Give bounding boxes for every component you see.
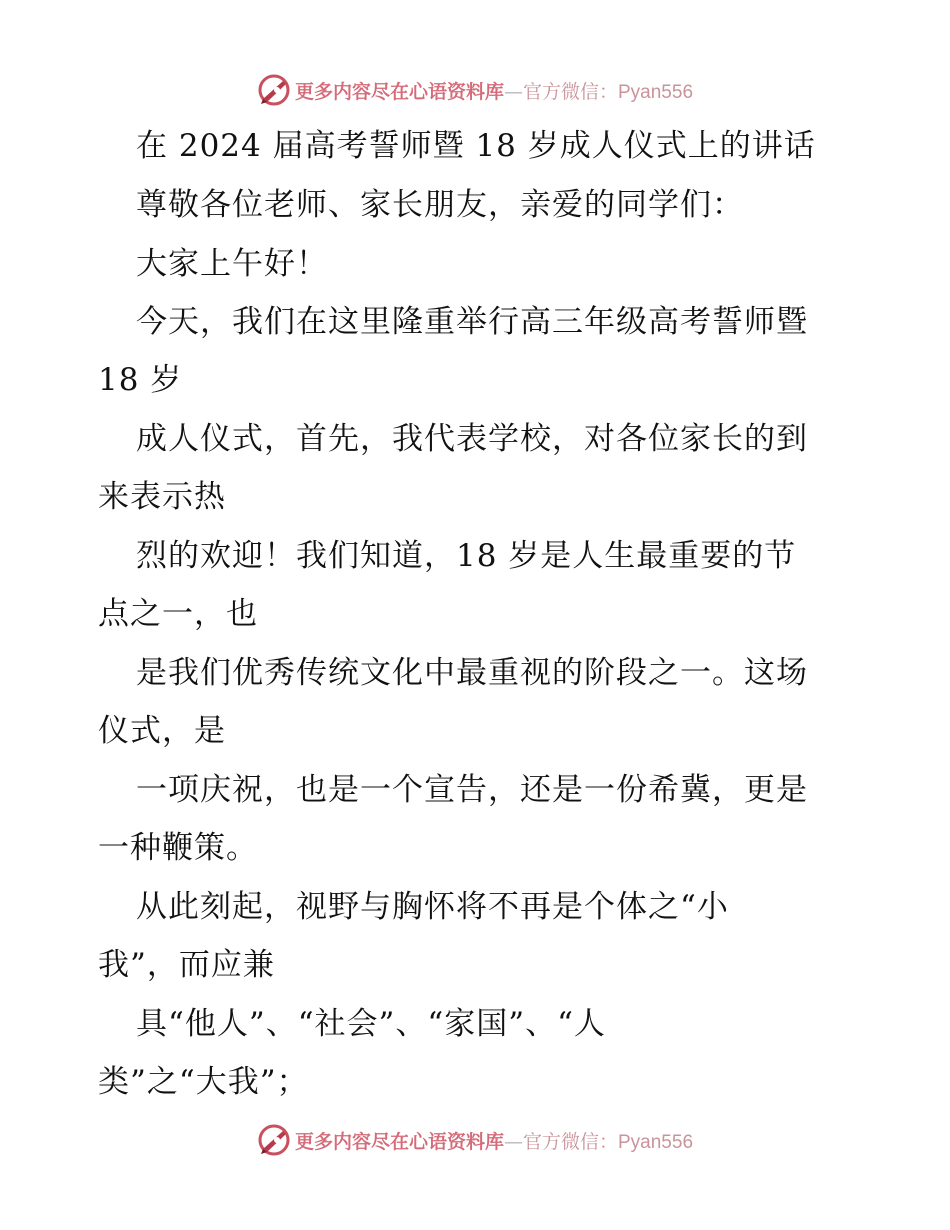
text-line: 成人仪式，首先，我代表学校，对各位家长的到 bbox=[136, 421, 808, 457]
watermark-label: 官方微信： bbox=[522, 1130, 618, 1153]
footer-watermark bbox=[0, 1120, 950, 1160]
watermark-separator: — bbox=[503, 80, 523, 103]
text-line: 类”之“大我”； bbox=[98, 1064, 309, 1100]
text-line: 是我们优秀传统文化中最重视的阶段之一。这场 bbox=[136, 655, 808, 691]
speech-title: 在 2024 届高考誓师暨 18 岁成人仪式上的讲话 bbox=[136, 128, 816, 164]
watermark-label: 官方微信： bbox=[522, 80, 618, 103]
text-line: 大家上午好！ bbox=[136, 246, 328, 282]
text-line: 18 岁 bbox=[98, 362, 183, 398]
watermark-wechat-id: Pyan556 bbox=[618, 81, 694, 103]
pen-circle-logo-icon bbox=[257, 73, 291, 107]
text-line: 来表示热 bbox=[98, 479, 226, 515]
text-line: 我”，而应兼 bbox=[98, 947, 275, 983]
text-line: 一项庆祝，也是一个宣告，还是一份希冀，更是 bbox=[136, 772, 808, 808]
pen-circle-logo-icon bbox=[257, 1123, 291, 1157]
text-line: 一种鞭策。 bbox=[98, 830, 258, 866]
text-line: 具“他人”、“社会”、“家国”、“人 bbox=[136, 1006, 606, 1042]
watermark-separator: — bbox=[503, 1130, 523, 1153]
text-line: 点之一，也 bbox=[98, 596, 258, 632]
text-line: 从此刻起，视野与胸怀将不再是个体之“小 bbox=[136, 889, 729, 925]
watermark-lead-text: 更多内容尽在心语资料库 bbox=[294, 1130, 504, 1153]
text-line: 仪式，是 bbox=[98, 713, 226, 749]
header-watermark bbox=[0, 70, 950, 110]
watermark-wechat-id: Pyan556 bbox=[618, 1131, 694, 1153]
text-line: 今天，我们在这里隆重举行高三年级高考誓师暨 bbox=[136, 304, 808, 340]
watermark-lead-text: 更多内容尽在心语资料库 bbox=[294, 80, 504, 103]
text-line: 烈的欢迎！我们知道，18 岁是人生最重要的节 bbox=[136, 538, 797, 574]
text-line: 尊敬各位老师、家长朋友，亲爱的同学们： bbox=[136, 187, 744, 223]
